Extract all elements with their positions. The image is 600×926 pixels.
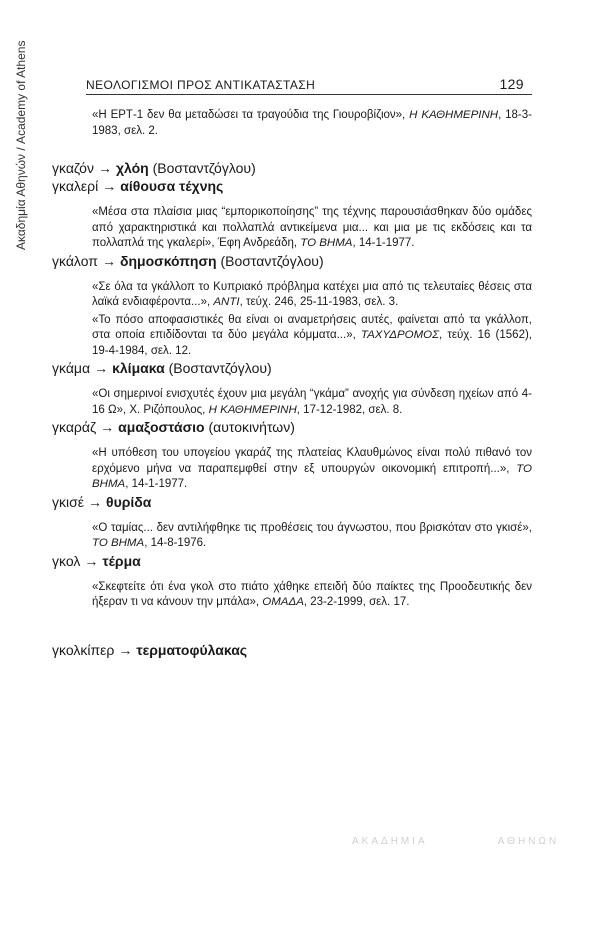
headword: γκάμα	[52, 360, 91, 376]
arrow-icon: →	[94, 360, 109, 376]
headword: γκαζόν	[52, 160, 94, 176]
replacement-word: χλόη	[115, 160, 149, 176]
entry	[52, 552, 532, 611]
headword: γκισέ	[52, 493, 84, 510]
lemma-line	[52, 159, 532, 177]
replacement-word: τερματοφύλακας	[136, 641, 248, 658]
page-number: 129	[499, 76, 524, 92]
arrow-icon: →	[102, 178, 117, 194]
citation: «Οι σημερινοί ενισχυτές έχουν μια μεγάλη “γκάμα” ανοχής για σύνδεση ηχείων από 4-16 Ω», Χ. Ριζόπουλος, Η ΚΑΘΗΜΕΡΙΝΗ, 17-12-1982, σελ. 8.	[92, 388, 532, 416]
lemma-line	[52, 177, 532, 195]
replacement-word: αίθουσα τέχνης	[120, 178, 224, 194]
page-header	[86, 72, 532, 95]
lemma-line	[52, 252, 532, 270]
replacement-word: αμαξοστάσιο	[118, 419, 205, 435]
citation: «Σκεφτείτε ότι ένα γκολ στο πιάτο χάθηκε επειδή δύο παίκτες της Προοδευτικής δεν ήξεραν τι να κάνουν την μπάλα», ΟΜΑΔΑ, 23-2-1999, σελ. 17.	[92, 580, 532, 608]
arrow-icon: →	[100, 419, 115, 435]
entry	[52, 252, 532, 360]
dictionary-content	[52, 108, 532, 659]
lemma-line	[52, 359, 532, 377]
entry-note: (Βοσταντζόγλου)	[220, 252, 324, 269]
replacement-word: θυρίδα	[106, 493, 152, 510]
entry	[52, 177, 532, 252]
headword: γκολκίπερ	[52, 641, 115, 658]
entry	[52, 159, 532, 177]
running-title: ΝΕΟΛΟΓΙΣΜΟΙ ΠΡΟΣ ΑΝΤΙΚΑΤΑΣΤΑΣΗ	[86, 78, 316, 92]
lemma-line	[52, 493, 532, 511]
arrow-icon: →	[97, 160, 112, 176]
entry	[52, 359, 532, 418]
headword: γκαράζ	[52, 419, 97, 435]
intro-quote: «Η ΕΡΤ-1 δεν θα μεταδώσει τα τραγούδια της Γιουροβίζιον», Η ΚΑΘΗΜΕΡΙΝΗ, 18-3-1983, σελ. 2.	[92, 109, 532, 137]
lemma-line	[52, 641, 532, 659]
replacement-word: κλίμακα	[112, 360, 165, 376]
arrow-icon: →	[118, 641, 133, 658]
citation: «Ο ταμίας... δεν αντιλήφθηκε τις προθέσεις του άγνωστου, που βρισκόταν στο γκισέ», ΤΟ ΒΗΜΑ, 14-8-1976.	[92, 521, 532, 549]
entry-note: (αυτοκινήτων)	[208, 419, 295, 435]
entry	[52, 493, 532, 552]
citation: «Η υπόθεση του υπογείου γκαράζ της πλατείας Κλαυθμώνος είναι πολύ πιθανό τον ερχόμενο μήνα να παραπεμφθεί στην εξ υπουργών οικονομική επιτροπή...», ΤΟ ΒΗΜΑ, 14-1-1977.	[92, 447, 532, 490]
side-label: Ακαδημία Αθηνών / Academy of Athens	[14, 40, 28, 250]
arrow-icon: →	[88, 493, 102, 510]
entry-note: (Βοσταντζόγλου)	[168, 360, 272, 376]
entry-note: (Βοσταντζόγλου)	[152, 160, 256, 176]
arrow-icon: →	[84, 552, 99, 569]
arrow-icon: →	[101, 252, 116, 269]
headword: γκάλοπ	[52, 252, 98, 269]
citation: «Σε όλα τα γκάλλοπ το Κυπριακό πρόβλημα κατέχει μια από τις τελευταίες θέσεις στα λαϊκά ενδιαφέροντα...», ΑΝΤΙ, τεύχ. 246, 25-11-1983, σελ. 3.	[92, 280, 532, 308]
headword: γκολ	[52, 552, 81, 569]
lemma-line	[52, 552, 532, 570]
entry	[52, 418, 532, 493]
citation: «Το πόσο αποφασιστικές θα είναι οι αναμετρήσεις αυτές, φαίνεται από τα γκάλλοπ, στα οποία επιδίδονται τα δύο μεγάλα κόμματα...», ΤΑΧΥΔΡΟΜΟΣ, τεύχ. 16 (1562), 19-4-1984, σελ. 12.	[92, 313, 532, 357]
headword: γκαλερί	[52, 178, 99, 194]
watermark-text: ΑΚΑΔΗΜΙΑ ΑΘΗΝΩΝ	[352, 836, 560, 847]
lemma-line	[52, 418, 532, 436]
citation: «Μέσα στα πλαίσια μιας “εμπορικοποίησης” της τέχνης παρουσιάσθηκαν δύο ομάδες από χαρακτηριστικά και πολλαπλά αντικείμενα μια... και μια με τις εκδόσεις και τα πολλαπλά της γκαλερί», Έφη Ανδρεάδη, ΤΟ ΒΗΜΑ, 14-1-1977.	[92, 206, 532, 249]
entry	[52, 641, 532, 659]
replacement-word: τέρμα	[102, 552, 141, 569]
replacement-word: δημοσκόπηση	[119, 252, 217, 269]
